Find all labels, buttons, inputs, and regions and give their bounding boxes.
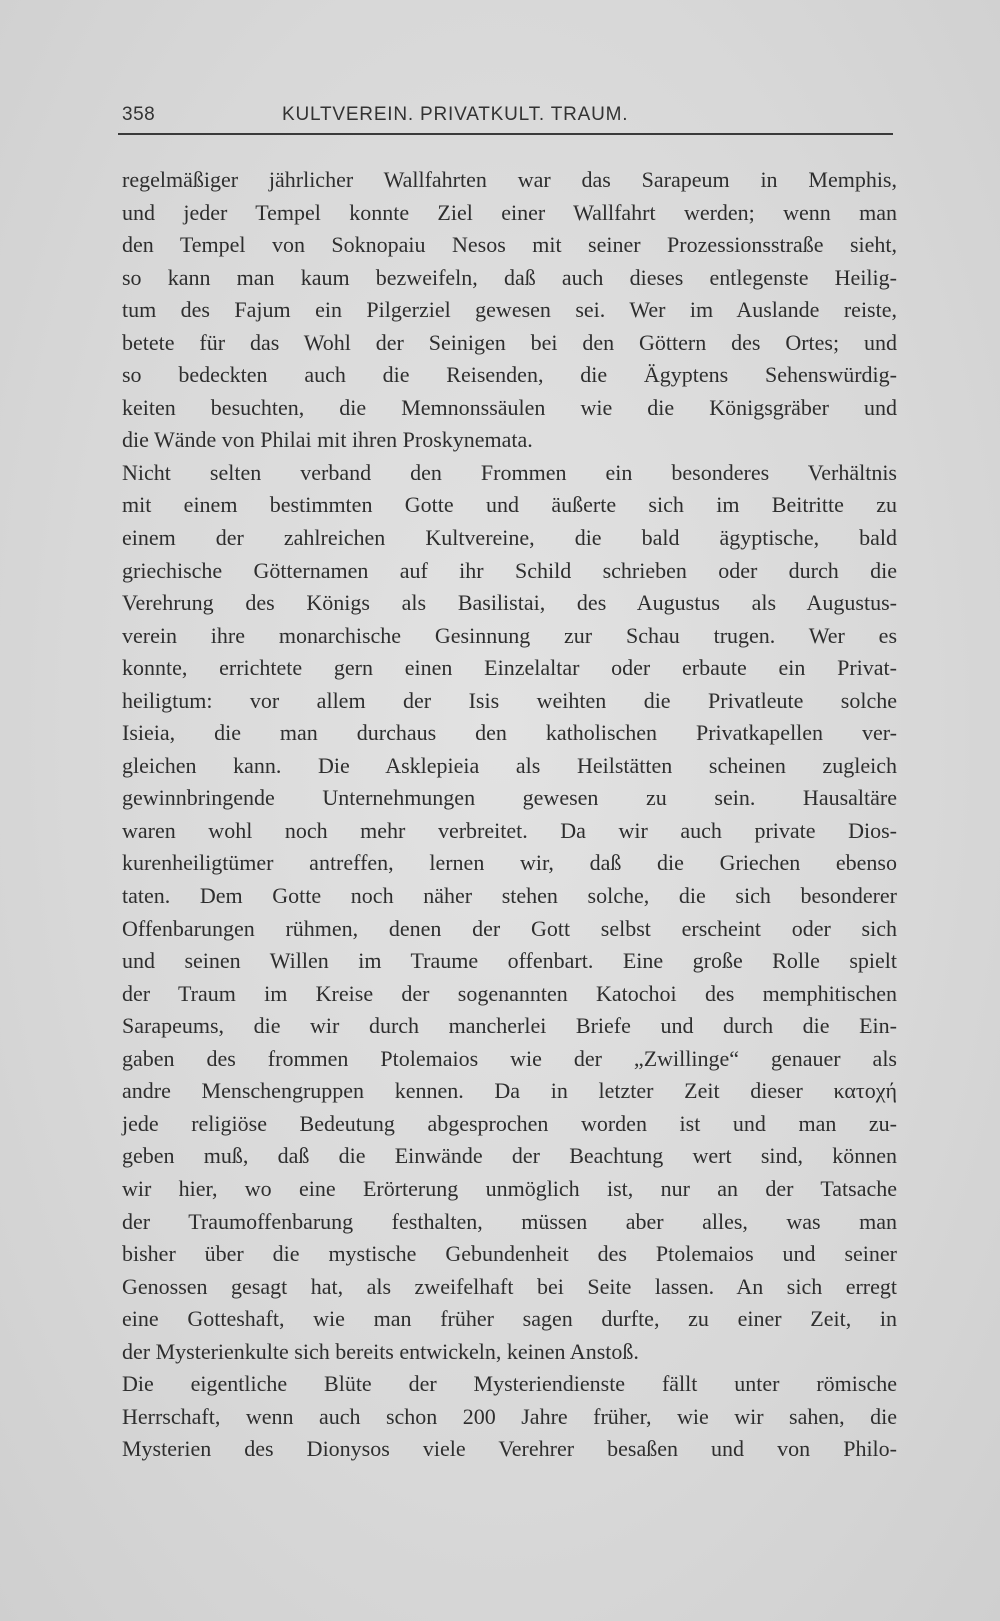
text-line: kurenheiligtümer antreffen, lernen wir, daß die Griechen ebenso <box>122 850 897 876</box>
body-text <box>122 164 897 1466</box>
text-line: jede religiöse Bedeutung abgesprochen worden ist und man zu- <box>122 1110 897 1136</box>
text-line: Mysterien des Dionysos viele Verehrer besaßen und von Philo- <box>122 1436 897 1462</box>
text-line: heiligtum: vor allem der Isis weihten die Privatleute solche <box>122 687 897 713</box>
text-line: taten. Dem Gotte noch näher stehen solche, die sich besonderer <box>122 883 897 909</box>
text-line: Nicht selten verband den Frommen ein besonderes Verhältnis <box>122 459 897 485</box>
text-line: Offenbarungen rühmen, denen der Gott selbst erscheint oder sich <box>122 915 897 941</box>
text-line: mit einem bestimmten Gotte und äußerte sich im Beitritte zu <box>122 492 897 518</box>
text-line: gleichen kann. Die Asklepieia als Heilstätten scheinen zugleich <box>122 752 897 778</box>
page-number: 358 <box>122 104 156 125</box>
text-line: eine Gotteshaft, wie man früher sagen durfte, zu einer Zeit, in <box>122 1306 897 1332</box>
text-line: bisher über die mystische Gebundenheit des Ptolemaios und seiner <box>122 1241 897 1267</box>
text-line: waren wohl noch mehr verbreitet. Da wir auch private Dios- <box>122 817 897 843</box>
text-line: und seinen Willen im Traume offenbart. Eine große Rolle spielt <box>122 948 897 974</box>
text-line: andre Menschengruppen kennen. Da in letzter Zeit dieser κατοχή <box>122 1078 897 1104</box>
text-line: so kann man kaum bezweifeln, daß auch dieses entlegenste Heilig- <box>122 264 897 290</box>
text-line: konnte, errichtete gern einen Einzelaltar oder erbaute ein Privat- <box>122 655 897 681</box>
header-rule <box>118 133 893 135</box>
text-line: Genossen gesagt hat, als zweifelhaft bei Seite lassen. An sich erregt <box>122 1273 897 1299</box>
text-line: den Tempel von Soknopaiu Nesos mit seiner Prozessionsstraße sieht, <box>122 232 897 258</box>
running-title: KULTVEREIN. PRIVATKULT. TRAUM. <box>282 104 629 125</box>
text-line: keiten besuchten, die Memnonssäulen wie die Königsgräber und <box>122 394 897 420</box>
text-line: Sarapeums, die wir durch mancherlei Briefe und durch die Ein- <box>122 1013 897 1039</box>
text-line-paragraph-end: die Wände von Philai mit ihren Proskynemata. <box>122 427 533 453</box>
text-line: geben muß, daß die Einwände der Beachtung wert sind, können <box>122 1143 897 1169</box>
text-line: verein ihre monarchische Gesinnung zur Schau trugen. Wer es <box>122 622 897 648</box>
text-line: regelmäßiger jährlicher Wallfahrten war das Sarapeum in Memphis, <box>122 167 897 192</box>
text-line-paragraph-end: der Mysterienkulte sich bereits entwickeln, keinen Anstoß. <box>122 1338 639 1364</box>
text-line: betete für das Wohl der Seinigen bei den Göttern des Ortes; und <box>122 329 897 355</box>
text-line: Isieia, die man durchaus den katholischen Privatkapellen ver- <box>122 720 897 746</box>
text-line: Herrschaft, wenn auch schon 200 Jahre früher, wie wir sahen, die <box>122 1403 897 1429</box>
text-line: der Traumoffenbarung festhalten, müssen aber alles, was man <box>122 1208 897 1234</box>
text-line: gewinnbringende Unternehmungen gewesen zu sein. Hausaltäre <box>122 785 897 811</box>
text-line: und jeder Tempel konnte Ziel einer Wallfahrt werden; wenn man <box>122 199 897 225</box>
page-header <box>122 104 894 132</box>
text-line: Die eigentliche Blüte der Mysteriendienste fällt unter römische <box>122 1371 897 1397</box>
text-line: der Traum im Kreise der sogenannten Katochoi des memphitischen <box>122 980 897 1006</box>
text-line: Verehrung des Königs als Basilistai, des Augustus als Augustus- <box>122 590 897 616</box>
text-line: griechische Götternamen auf ihr Schild schrieben oder durch die <box>122 557 897 583</box>
text-line: gaben des frommen Ptolemaios wie der „Zwillinge“ genauer als <box>122 1045 897 1071</box>
text-line: tum des Fajum ein Pilgerziel gewesen sei. Wer im Auslande reiste, <box>122 297 897 323</box>
text-line: wir hier, wo eine Erörterung unmöglich ist, nur an der Tatsache <box>122 1175 897 1201</box>
text-line: einem der zahlreichen Kultvereine, die bald ägyptische, bald <box>122 525 897 551</box>
text-line: so bedeckten auch die Reisenden, die Ägyptens Sehenswürdig- <box>122 362 897 388</box>
